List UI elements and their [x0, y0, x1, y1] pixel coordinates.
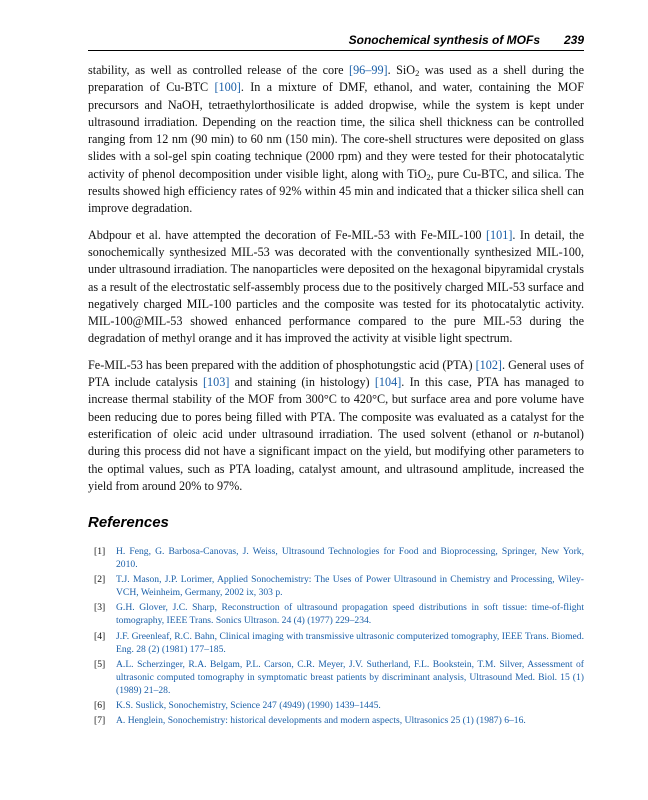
- reference-link[interactable]: J.F. Greenleaf, R.C. Bahn, Clinical imaging with transmissive ultrasonic computerized tomography, IEEE Trans. Biomed. Eng. 28 (2) (1981) 177–185.: [116, 630, 584, 655]
- italic-text: n: [533, 426, 540, 441]
- running-title: Sonochemical synthesis of MOFs: [348, 33, 540, 47]
- citation-link[interactable]: [101]: [486, 227, 513, 242]
- citation-link[interactable]: [96–99]: [349, 63, 388, 77]
- text-run: and staining (in histology): [229, 375, 375, 390]
- reference-list: [94, 545, 584, 729]
- subscript: 2: [426, 171, 431, 182]
- reference-item: [94, 630, 584, 656]
- references-heading: References: [88, 514, 169, 531]
- reference-number: [3]: [94, 602, 106, 614]
- subscript: 2: [415, 68, 420, 78]
- reference-item: [94, 658, 584, 697]
- paragraph-2: [88, 227, 584, 348]
- citation-link[interactable]: [100]: [214, 80, 241, 95]
- paragraph-1: [88, 62, 584, 218]
- reference-link[interactable]: A. Henglein, Sonochemistry: historical developments and modern aspects, Ultrasonics 25 (1) (1987) 6–16.: [116, 715, 526, 727]
- reference-number: [6]: [94, 700, 106, 712]
- reference-link[interactable]: T.J. Mason, J.P. Lorimer, Applied Sonochemistry: The Uses of Power Ultrasound in Chemistry and Processing, Wiley-VCH, Weinheim, Germany, 2002 ix, 303 p.: [116, 574, 584, 599]
- reference-item: [94, 714, 584, 727]
- reference-link[interactable]: G.H. Glover, J.C. Sharp, Reconstruction of ultrasound propagation speed distributions in soft tissue: time-of-flight tomography, IEEE Trans. Sonics Ultrason. 24 (4) (1977) 229–234.: [116, 602, 584, 627]
- reference-item: [94, 699, 584, 712]
- reference-link[interactable]: A.L. Scherzinger, R.A. Belgam, P.L. Carson, C.R. Meyer, J.V. Sutherland, F.L. Bookstein, T.M. Silver, Assessment of ultrasonic computed tomography in symptomatic breast patients by discriminant analysis, Ultrasound Med. Biol. 15 (1) (1989) 21–28.: [116, 658, 584, 696]
- reference-item: [94, 545, 584, 571]
- text-run: was used as a shell during the preparation of Cu-BTC: [88, 63, 584, 95]
- reference-number: [2]: [94, 574, 106, 586]
- citation-link[interactable]: [102]: [475, 357, 502, 372]
- paragraph-3: [88, 357, 584, 495]
- text-run: . In detail, the sonochemically synthesized MIL-53 was decorated with the conventionally synthesized MIL-100, under ultrasound irradiation. The nanoparticles were deposited on the hexagonal bipyramidal crystals as a result of the electrostatic self-assembly process due to the positively charged MIL-53 surface and negatively charged MIL-100 particles and the composite was tested for its photocatalytic activity. MIL-100@MIL-53 showed enhanced performance compared to the pure MIL-53 during the degradation of methyl orange and it has improved the activity at visible light spectrum.: [88, 227, 584, 346]
- reference-number: [5]: [94, 658, 106, 670]
- reference-number: [4]: [94, 630, 106, 642]
- reference-item: [94, 601, 584, 627]
- text-run: , pure Cu-BTC, and silica. The results showed high efficiency rates of 92% within 45 min and indicated that a thicker silica shell can improve degradation.: [88, 166, 584, 216]
- reference-item: [94, 573, 584, 599]
- reference-number: [1]: [94, 546, 106, 557]
- text-run: . In a mixture of DMF, ethanol, and water, containing the MOF precursors and NaOH, tetraethylorthosilicate is added dropwise, while the system is kept under ultrasound irradiation. Depending on the reaction time, the silica shell thickness can be controlled ranging from 12 nm (90 min) to 60 nm (150 min). The core-shell structures were deposited on glass slides with a sol-gel spin coating technique (2000 rpm) and they were tested for their photocatalytic activity of phenol decomposition under visible light, along with TiO: [88, 80, 584, 181]
- text-run: . In this case, PTA has managed to increase thermal stability of the MOF from 300°C to 420°C, but surface area and pore volume have been reducing due to pores being filled with PTA. The composite was evaluated as a catalyst for the esterification of oleic acid under ultrasound irradiation. The used solvent (ethanol or: [88, 375, 584, 441]
- text-run: Abdpour et al. have attempted the decoration of Fe-MIL-53 with Fe-MIL-100: [88, 227, 486, 242]
- body-text: [88, 62, 584, 504]
- text-run: stability, as well as controlled release of the core: [88, 63, 350, 77]
- text-run: Fe-MIL-53 has been prepared with the addition of phosphotungstic acid (PTA): [88, 357, 476, 372]
- reference-link[interactable]: K.S. Suslick, Sonochemistry, Science 247 (4949) (1990) 1439–1445.: [116, 700, 381, 712]
- citation-link[interactable]: [103]: [203, 375, 230, 390]
- page-number: 239: [563, 33, 584, 47]
- citation-link[interactable]: [104]: [374, 375, 402, 390]
- text-run: . General uses of PTA include catalysis: [88, 357, 584, 390]
- text-run: -butanol) during this process did not have a significant impact on the yield, but modifying other parameters to the optimal values, such as PTA loading, catalyst amount, and ultrasound amplitude, increased the yield from around 20% to 97%.: [88, 426, 584, 493]
- reference-number: [7]: [94, 715, 106, 727]
- reference-link[interactable]: H. Feng, G. Barbosa-Canovas, J. Weiss, Ultrasound Technologies for Food and Bioprocessing, Springer, New York, 2010.: [116, 546, 584, 571]
- text-run: . SiO: [387, 63, 416, 77]
- running-header: [88, 30, 584, 51]
